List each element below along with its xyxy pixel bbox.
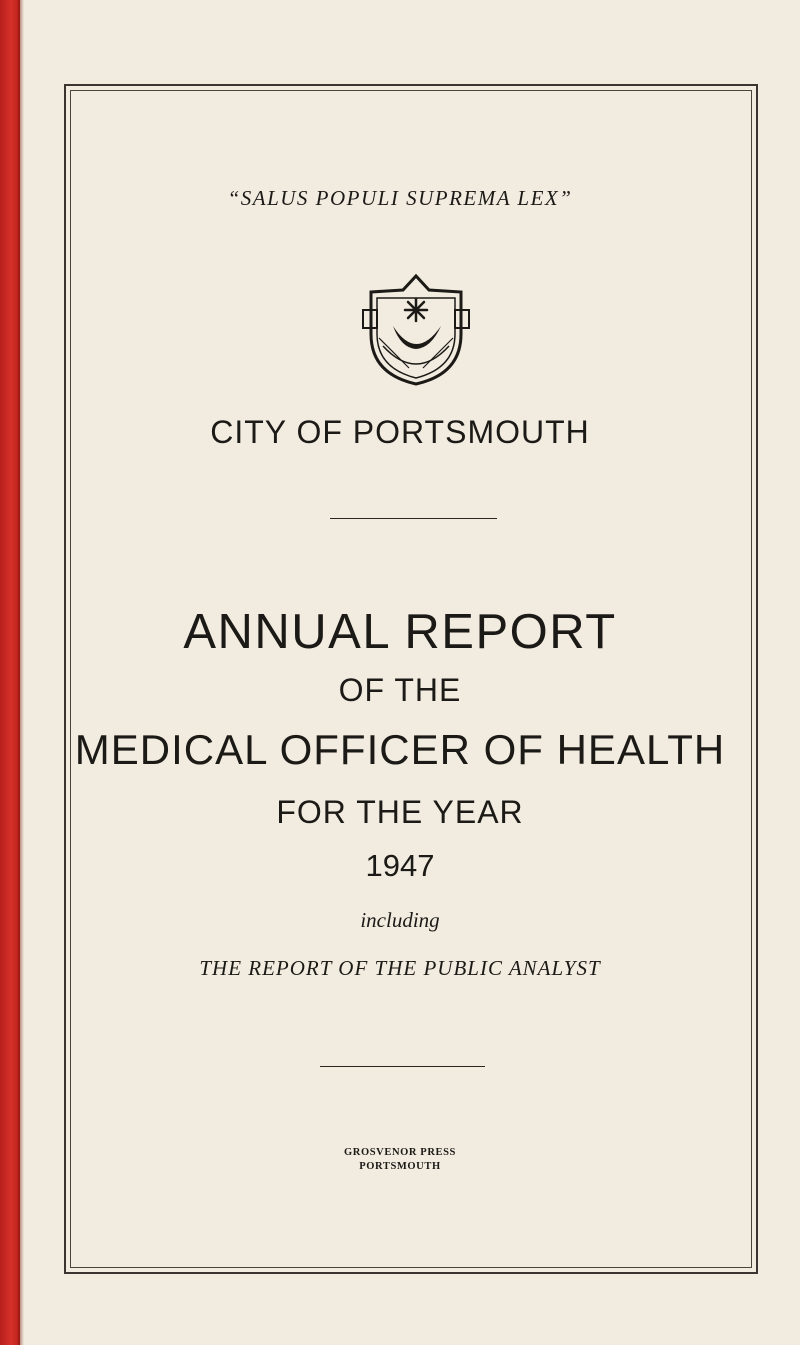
publisher-name: GROSVENOR PRESS: [344, 1147, 456, 1158]
including-text: including: [360, 908, 440, 932]
report-year: 1947: [365, 848, 435, 883]
motto: “SALUS POPULI SUPREMA LEX”: [227, 186, 573, 210]
title-for-the-year: FOR THE YEAR: [276, 794, 524, 830]
city-name: CITY OF PORTSMOUTH: [210, 414, 590, 450]
portsmouth-crest-icon: [361, 270, 471, 388]
divider-bottom: [320, 1066, 485, 1067]
title-of-the: OF THE: [338, 672, 462, 708]
public-analyst-subtitle: THE REPORT OF THE PUBLIC ANALYST: [199, 956, 601, 980]
publisher-city: PORTSMOUTH: [359, 1161, 441, 1172]
title-medical-officer: MEDICAL OFFICER OF HEALTH: [74, 726, 726, 773]
report-title: ANNUAL REPORT: [183, 605, 617, 659]
divider-top: [330, 518, 497, 519]
publisher-imprint: [0, 1146, 800, 1174]
